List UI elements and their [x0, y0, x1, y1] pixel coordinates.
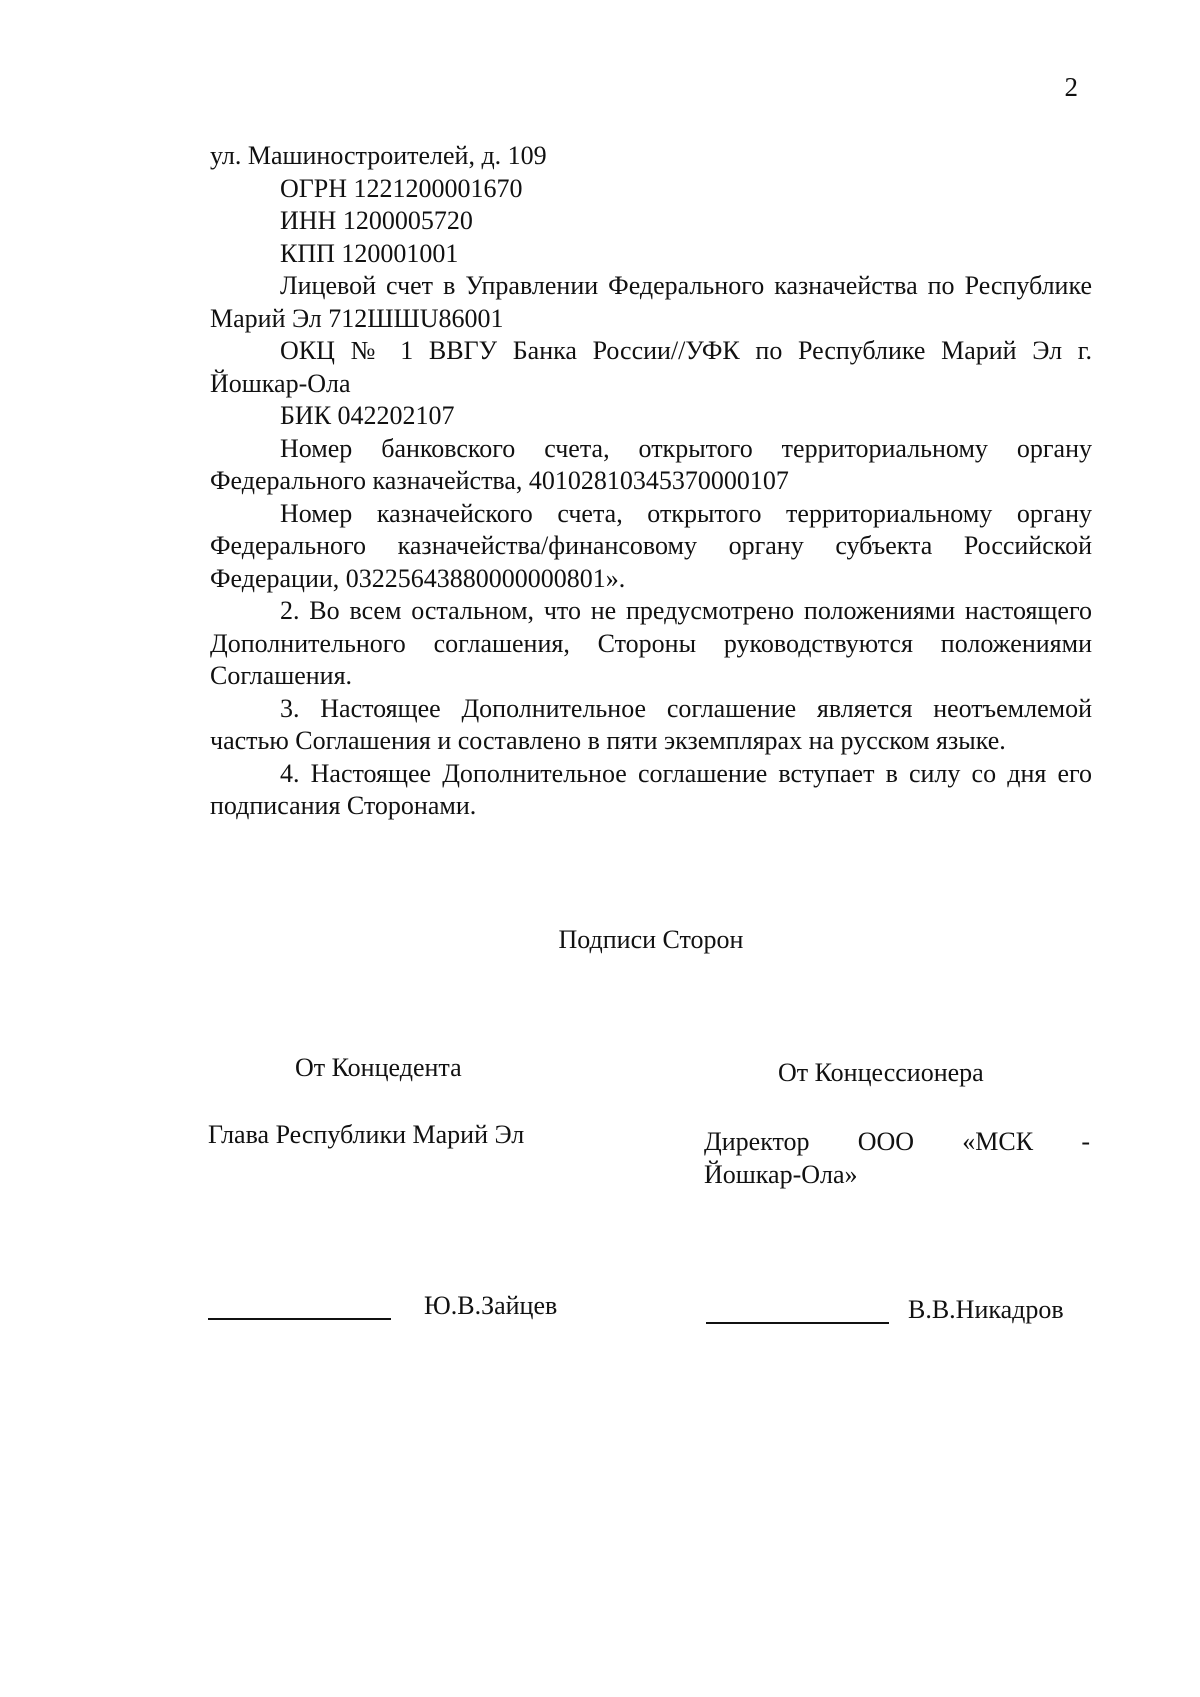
clause-3: 3. Настоящее Дополнительное соглашение является неотъемлемой частью Соглашения и составлено в пяти экземплярах на русском языке.: [210, 693, 1092, 755]
concessionaire-position-line-1: [704, 1125, 1090, 1158]
position-word: Директор: [704, 1127, 810, 1156]
grantor-signature-line: [208, 1318, 391, 1320]
document-body: [210, 140, 1092, 823]
inn-line: ИНН 1200005720: [280, 206, 473, 235]
ogrn-line: ОГРН 1221200001670: [280, 173, 523, 203]
kpp-line: КПП 120001001: [280, 238, 459, 268]
concessionaire-name: В.В.Никадров: [908, 1295, 1064, 1324]
address-line: ул. Машиностроителей, д. 109: [210, 141, 547, 170]
position-word: -: [1081, 1127, 1090, 1156]
concessionaire-signature-line: [706, 1322, 889, 1324]
page-number: 2: [1064, 72, 1078, 102]
position-word: «МСК: [962, 1127, 1034, 1156]
okc-paragraph: ОКЦ № 1 ВВГУ Банка России//УФК по Республике Марий Эл г. Йошкар-Ола: [210, 336, 1092, 398]
concessionaire-position-line-2: Йошкар-Ола»: [704, 1160, 858, 1189]
concessionaire-heading: От Концессионера: [778, 1058, 984, 1087]
concessionaire-position: [704, 1125, 1090, 1191]
bik-line: БИК 042202107: [280, 401, 455, 430]
grantor-name: Ю.В.Зайцев: [424, 1291, 558, 1320]
position-word: ООО: [857, 1127, 915, 1156]
account-paragraph: Лицевой счет в Управлении Федерального казначейства по Республике Марий Эл 712ШШU86001: [210, 271, 1092, 333]
clause-4: 4. Настоящее Дополнительное соглашение вступает в силу со дня его подписания Сторонами.: [210, 758, 1092, 820]
treasury-account-paragraph: Номер казначейского счета, открытого территориальному органу Федерального казначейства/финансовому органу субъекта Российской Федерации, 03225643880000000801».: [210, 498, 1092, 593]
grantor-heading: От Концедента: [295, 1053, 462, 1082]
clause-2: 2. Во всем остальном, что не предусмотрено положениями настоящего Дополнительного соглашения, Стороны руководствуются положениями Соглашения.: [210, 596, 1092, 690]
signatures-title: Подписи Сторон: [558, 925, 744, 954]
grantor-position: Глава Республики Марий Эл: [208, 1120, 525, 1149]
bank-account-paragraph: Номер банковского счета, открытого территориальному органу Федерального казначейства, 40102810345370000107: [210, 433, 1092, 495]
